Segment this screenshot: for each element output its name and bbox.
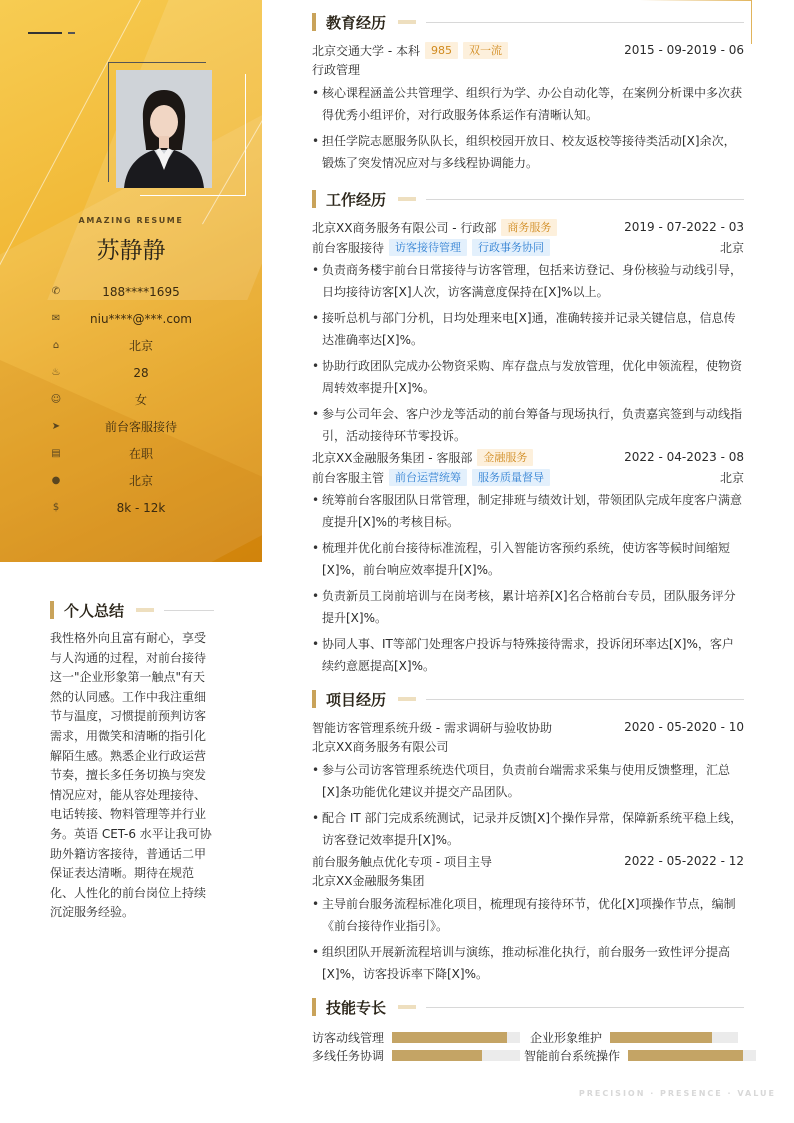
education-header (312, 12, 744, 32)
list-item: • 配合 IT 部门完成系统测试，记录并反馈[X]个操作异常，保障新系统平稳上线，访客登记效率提升[X]%。 (312, 807, 744, 851)
section-title: 个人总结 (64, 601, 125, 620)
list-item: • 核心课程涵盖公共管理学、组织行为学、办公自动化等，在案例分析课中多次获得优秀小组评价，对行政服务体系运作有清晰认知。 (312, 82, 744, 126)
skill-label: 智能前台系统操作 (524, 1048, 621, 1063)
list-item: • 负责商务楼宇前台日常接待与访客管理，包括来访登记、身份核验与动线引导，日均接待访客[X]人次，访客满意度保持在[X]%以上。 (312, 259, 744, 303)
location-icon: ● (51, 475, 61, 486)
job-period: 2022 - 04-2023 - 08 (624, 450, 744, 464)
section-accent-bar (312, 998, 316, 1016)
avatar-portrait-icon (116, 70, 212, 188)
education-bullets (312, 82, 744, 174)
section-accent-bar (312, 190, 316, 208)
skill-bar-fill (628, 1050, 743, 1061)
info-value: 28 (133, 365, 149, 380)
section-divider (426, 1007, 744, 1008)
decor-dash (28, 32, 62, 34)
skill-tag: 服务质量督导 (472, 469, 550, 486)
photo-frame (214, 74, 246, 196)
job-period: 2019 - 07-2022 - 03 (624, 220, 744, 234)
info-value: 在职 (128, 447, 153, 461)
education-section (312, 12, 744, 178)
school-tag: 双一流 (463, 42, 508, 59)
list-item: • 主导前台服务流程标准化项目，梳理现有接待环节，优化[X]项操作节点，编制《前台接待作业指引》。 (312, 893, 744, 937)
section-accent-bar (50, 601, 54, 619)
list-item: • 接听总机与部门分机，日均处理来电[X]通，准确转接并记录关键信息，信息传达准确率达[X]%。 (312, 307, 744, 351)
job-company: 北京XX金融服务集团 - 客服部 (312, 450, 473, 465)
project-name: 智能访客管理系统升级 - 需求调研与验收协助 (312, 720, 552, 735)
job-role-row (312, 467, 744, 487)
industry-tag: 金融服务 (477, 449, 533, 466)
project-name: 前台服务触点优化专项 - 项目主导 (312, 854, 492, 869)
job-entry (312, 447, 744, 677)
skill-label: 多线任务协调 (312, 1048, 385, 1063)
list-item: • 协同人事、IT等部门处理客户投诉与特殊接待需求，投诉闭环率达[X]%，客户续约意愿提高[X]%。 (312, 633, 744, 677)
section-divider (426, 22, 744, 23)
info-gender (46, 386, 246, 413)
summary-text: 我性格外向且富有耐心，享受与人沟通的过程，对前台接待这一"企业形象第一触点"有天然的认同感。工作中我注重细节与温度，习惯提前预判访客需求，用微笑和清晰的指引化解陌生感。熟悉企业行政运营节奏，擅长多任务切换与突发情况应对，能从容处理接待、电话转接、物料管理等并行业务。英语 CET-6 水平让我可协助外籍访客接待，普通话二甲保证表达清晰。期待在规范化、人性化的前台岗位上持续沉淀服务经验。 (50, 631, 212, 920)
job-role-row (312, 237, 744, 257)
section-accent-bar (312, 13, 316, 31)
section-divider (426, 199, 744, 200)
skill-bar-fill (392, 1032, 507, 1043)
info-phone (46, 278, 246, 305)
list-item: • 负责新员工岗前培训与在岗考核，累计培养[X]名合格前台专员，团队服务评分提升[X]%。 (312, 585, 744, 629)
job-company-row (312, 217, 744, 237)
info-status (46, 440, 246, 467)
footer-motto: PRECISION · PRESENCE · VALUE (578, 1089, 776, 1098)
phone-icon: ✆ (51, 286, 61, 297)
education-period: 2015 - 09-2019 - 06 (624, 43, 744, 57)
industry-tag: 商务服务 (501, 219, 557, 236)
list-item: • 担任学院志愿服务队队长，组织校园开放日、校友返校等接待类活动[X]余次，锻炼了突发情况应对与多线程协调能力。 (312, 130, 744, 174)
skill-bar-track (392, 1032, 520, 1043)
project-org: 北京XX商务服务有限公司 (312, 740, 449, 754)
list-item: • 组织团队开展新流程培训与演练，推动标准化执行，前台服务一致性评分提高[X]%，访客投诉率下降[X]%。 (312, 941, 744, 985)
section-divider (426, 699, 744, 700)
skill-tag: 前台运营统筹 (389, 469, 467, 486)
person-icon: ☺ (50, 394, 62, 405)
info-value: 北京 (128, 474, 153, 488)
section-title: 项目经历 (326, 690, 387, 709)
candidate-name: 苏静静 (96, 238, 166, 264)
info-value: 前台客服接待 (104, 420, 177, 434)
info-value: 8k - 12k (116, 500, 166, 515)
project-row (312, 717, 744, 737)
project-bullets (312, 759, 744, 851)
info-target-position (46, 413, 246, 440)
project-period: 2022 - 05-2022 - 12 (624, 854, 744, 868)
section-chip (398, 697, 416, 701)
briefcase-icon: ▤ (51, 448, 61, 459)
cake-icon: ♨ (51, 367, 61, 378)
info-salary (46, 494, 246, 521)
project-entry (312, 717, 744, 851)
info-hometown (46, 332, 246, 359)
photo-frame (140, 195, 246, 196)
section-chip (136, 608, 154, 612)
project-period: 2020 - 05-2020 - 10 (624, 720, 744, 734)
salary-icon: $ (52, 502, 60, 513)
skill-tag: 行政事务协同 (472, 239, 550, 256)
list-item: • 参与公司访客管理系统迭代项目，负责前台端需求采集与使用反馈整理，汇总[X]条功能优化建议并提交产品团队。 (312, 759, 744, 803)
send-icon: ➤ (51, 421, 61, 432)
list-item: • 协助行政团队完成办公物资采购、库存盘点与发放管理，优化申领流程，使物资周转效率提升[X]%。 (312, 355, 744, 399)
skill-tag: 访客接待管理 (389, 239, 467, 256)
projects-section (312, 689, 744, 989)
job-company: 北京XX商务服务有限公司 - 行政部 (312, 220, 497, 235)
avatar (116, 70, 212, 188)
skill-bar-track (392, 1050, 520, 1061)
info-email (46, 305, 246, 332)
section-title: 教育经历 (326, 13, 387, 32)
section-title: 工作经历 (326, 190, 387, 209)
job-bullets (312, 259, 744, 447)
job-company-row (312, 447, 744, 467)
resume-tagline: AMAZING RESUME (78, 216, 184, 225)
list-item: • 参与公司年会、客户沙龙等活动的前台筹备与现场执行，负责嘉宾签到与动线指引，活动接待环节零投诉。 (312, 403, 744, 447)
section-chip (398, 197, 416, 201)
job-role: 前台客服主管 (312, 470, 385, 485)
skill-bar-fill (392, 1050, 482, 1061)
mail-icon: ✉ (51, 313, 61, 324)
education-row (312, 40, 744, 60)
school-tag: 985 (425, 42, 458, 59)
skill-item (530, 1029, 738, 1046)
info-value: 北京 (128, 339, 153, 353)
projects-header (312, 689, 744, 709)
info-value: niu****@***.com (90, 311, 192, 326)
section-chip (398, 20, 416, 24)
info-location (46, 467, 246, 494)
section-title: 技能专长 (326, 998, 387, 1017)
home-icon: ⌂ (52, 340, 60, 351)
section-chip (398, 1005, 416, 1009)
project-org: 北京XX金融服务集团 (312, 874, 425, 888)
job-entry (312, 217, 744, 447)
project-row (312, 851, 744, 871)
work-section (312, 189, 744, 681)
summary-header (50, 600, 214, 620)
skill-item (312, 1029, 530, 1046)
project-entry (312, 851, 744, 985)
skills-list (312, 1028, 756, 1064)
skill-item (524, 1047, 756, 1064)
contact-info-list (46, 278, 246, 521)
skill-bar-fill (610, 1032, 712, 1043)
project-bullets (312, 893, 744, 985)
skills-header-wrap (312, 997, 744, 1017)
skill-row (312, 1046, 756, 1064)
job-role: 前台客服接待 (312, 240, 385, 255)
education-major: 行政管理 (312, 63, 361, 77)
job-city: 北京 (719, 240, 744, 255)
school-name: 北京交通大学 - 本科 (312, 43, 420, 58)
job-city: 北京 (719, 470, 744, 485)
info-value: 女 (134, 393, 147, 407)
info-value: 188****1695 (102, 284, 180, 299)
section-divider (164, 610, 214, 611)
skill-item (312, 1047, 524, 1064)
info-age (46, 359, 246, 386)
skill-label: 访客动线管理 (312, 1030, 385, 1045)
skills-header (312, 997, 744, 1017)
list-item: • 梳理并优化前台接待标准流程，引入智能访客预约系统，使访客等候时间缩短[X]%，前台响应效率提升[X]%。 (312, 537, 744, 581)
skill-row (312, 1028, 756, 1046)
skill-bar-track (610, 1032, 738, 1043)
work-header (312, 189, 744, 209)
section-accent-bar (312, 690, 316, 708)
decor-dash (68, 32, 75, 34)
skill-bar-track (628, 1050, 756, 1061)
skill-label: 企业形象维护 (530, 1030, 603, 1045)
job-bullets (312, 489, 744, 677)
list-item: • 统筹前台客服团队日常管理，制定排班与绩效计划，带领团队完成年度客户满意度提升[X]%的考核目标。 (312, 489, 744, 533)
